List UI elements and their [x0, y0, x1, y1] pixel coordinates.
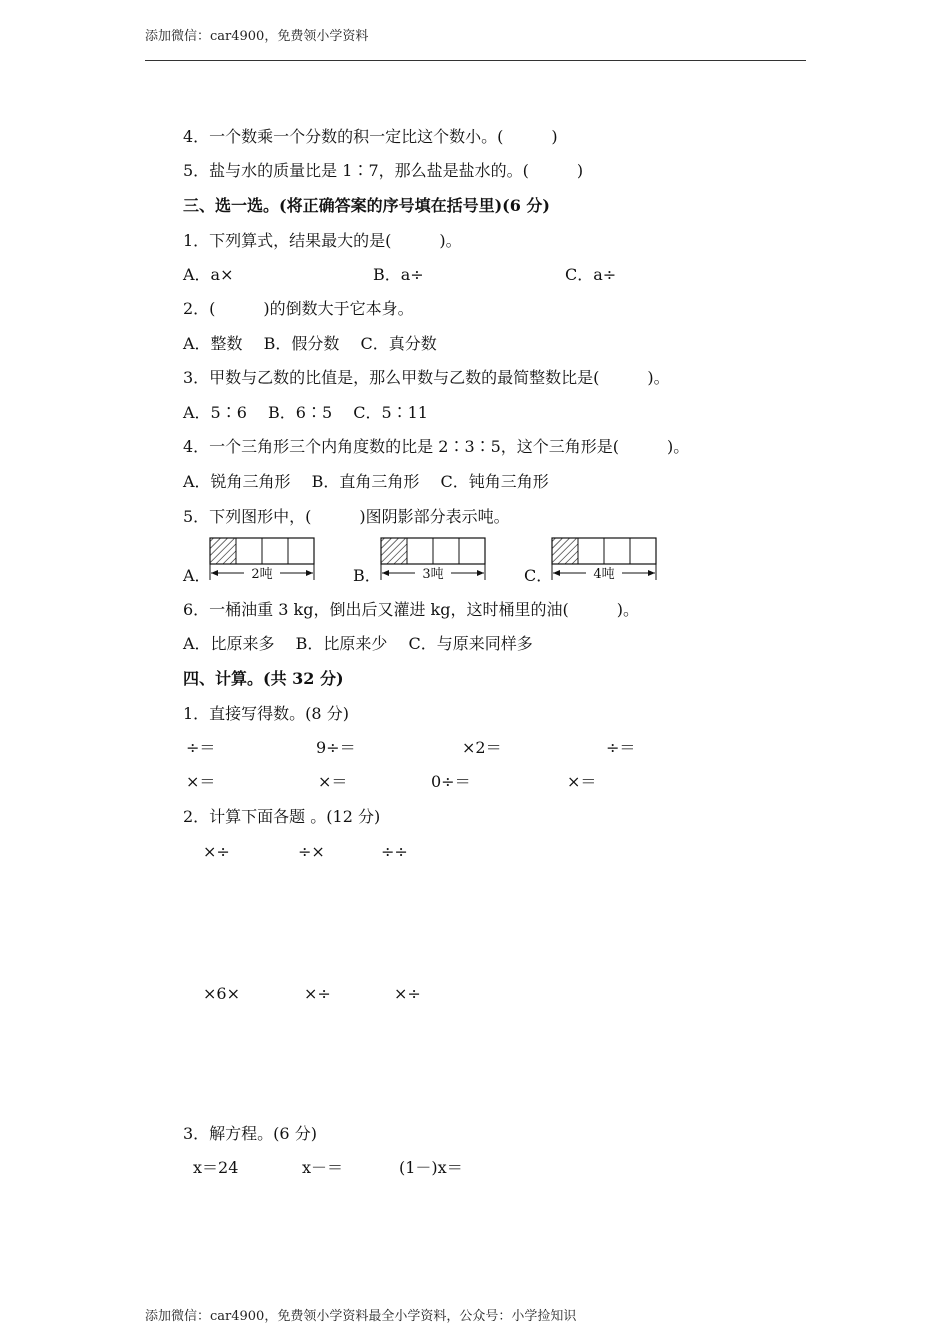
calc-p2-item: ÷÷ — [381, 842, 408, 861]
header-rule — [145, 60, 806, 61]
calc-p3-title: 3．解方程。(6 分) — [183, 1124, 317, 1143]
calc-p2-item: ×÷ — [304, 984, 331, 1003]
choose-q1-option-b: B．a÷ — [373, 265, 424, 284]
page-footer: 添加微信：car4900，免费领小学资料最全小学资料，公众号：小学捡知识 — [145, 1309, 577, 1324]
choose-q5-stem: 5．下列图形中，( )图阴影部分表示吨。 — [183, 507, 510, 526]
calc-p3-item: (1－)x＝ — [399, 1158, 463, 1177]
calc-p1-item: ×2＝ — [462, 738, 502, 757]
bar-label-a: 2吨 — [251, 567, 273, 582]
shaded-segment — [381, 538, 407, 564]
calc-p1-title: 1．直接写得数。(8 分) — [183, 704, 349, 723]
calc-p1-item: ÷＝ — [606, 738, 636, 757]
choose-q5-option-c: C． — [524, 566, 553, 585]
page-header: 添加微信：car4900，免费领小学资料 — [145, 29, 369, 44]
choose-q1-stem: 1．下列算式，结果最大的是( )。 — [183, 231, 462, 250]
choose-q4-options: A．锐角三角形 B．直角三角形 C．钝角三角形 — [183, 472, 549, 491]
calc-p3-item: x＝24 — [193, 1158, 239, 1177]
calc-p2-title: 2．计算下面各题 。(12 分) — [183, 807, 381, 826]
bar-diagram-c — [550, 536, 660, 582]
bar-label-b: 3吨 — [422, 567, 444, 582]
choose-q1-option-c: C．a÷ — [565, 265, 617, 284]
section-calc-title: 四、计算。(共 32 分) — [183, 669, 344, 688]
calc-p1-item: ×＝ — [186, 772, 216, 791]
judge-q5: 5．盐与水的质量比是 1∶7，那么盐是盐水的。( ) — [183, 161, 584, 180]
calc-p1-item: ×＝ — [567, 772, 597, 791]
choose-q3-options: A．5∶6 B．6∶5 C．5∶11 — [183, 403, 428, 422]
choose-q6-options: A．比原来多 B．比原来少 C．与原来同样多 — [183, 634, 533, 653]
calc-p1-item: 9÷＝ — [316, 738, 356, 757]
section-choose-title: 三、选一选。(将正确答案的序号填在括号里)(6 分) — [183, 196, 550, 215]
calc-p3-item: x－＝ — [302, 1158, 344, 1177]
choose-q1-option-a: A．a× — [183, 265, 234, 284]
calc-p1-item: ×＝ — [318, 772, 348, 791]
choose-q4-stem: 4．一个三角形三个内角度数的比是 2∶3∶5，这个三角形是( )。 — [183, 437, 690, 456]
choose-q3-stem: 3．甲数与乙数的比值是，那么甲数与乙数的最简整数比是( )。 — [183, 368, 670, 387]
choose-q2-options: A．整数 B．假分数 C．真分数 — [183, 334, 437, 353]
choose-q5-option-b: B． — [353, 566, 381, 585]
calc-p2-item: ×÷ — [203, 842, 230, 861]
choose-q2-stem: 2．( )的倒数大于它本身。 — [183, 299, 414, 318]
bar-diagram-b — [379, 536, 489, 582]
shaded-segment — [210, 538, 236, 564]
calc-p2-item: ÷× — [298, 842, 325, 861]
calc-p1-item: 0÷＝ — [431, 772, 471, 791]
choose-q5-option-a: A． — [183, 566, 211, 585]
bar-diagram-a — [208, 536, 318, 582]
shaded-segment — [552, 538, 578, 564]
judge-q4: 4．一个数乘一个分数的积一定比这个数小。( ) — [183, 127, 558, 146]
bar-label-c: 4吨 — [593, 567, 615, 582]
calc-p2-item: ×÷ — [394, 984, 421, 1003]
choose-q6-stem: 6．一桶油重 3 kg，倒出后又灌进 kg，这时桶里的油( )。 — [183, 600, 639, 619]
calc-p1-item: ÷＝ — [186, 738, 216, 757]
calc-p2-item: ×6× — [203, 984, 240, 1003]
